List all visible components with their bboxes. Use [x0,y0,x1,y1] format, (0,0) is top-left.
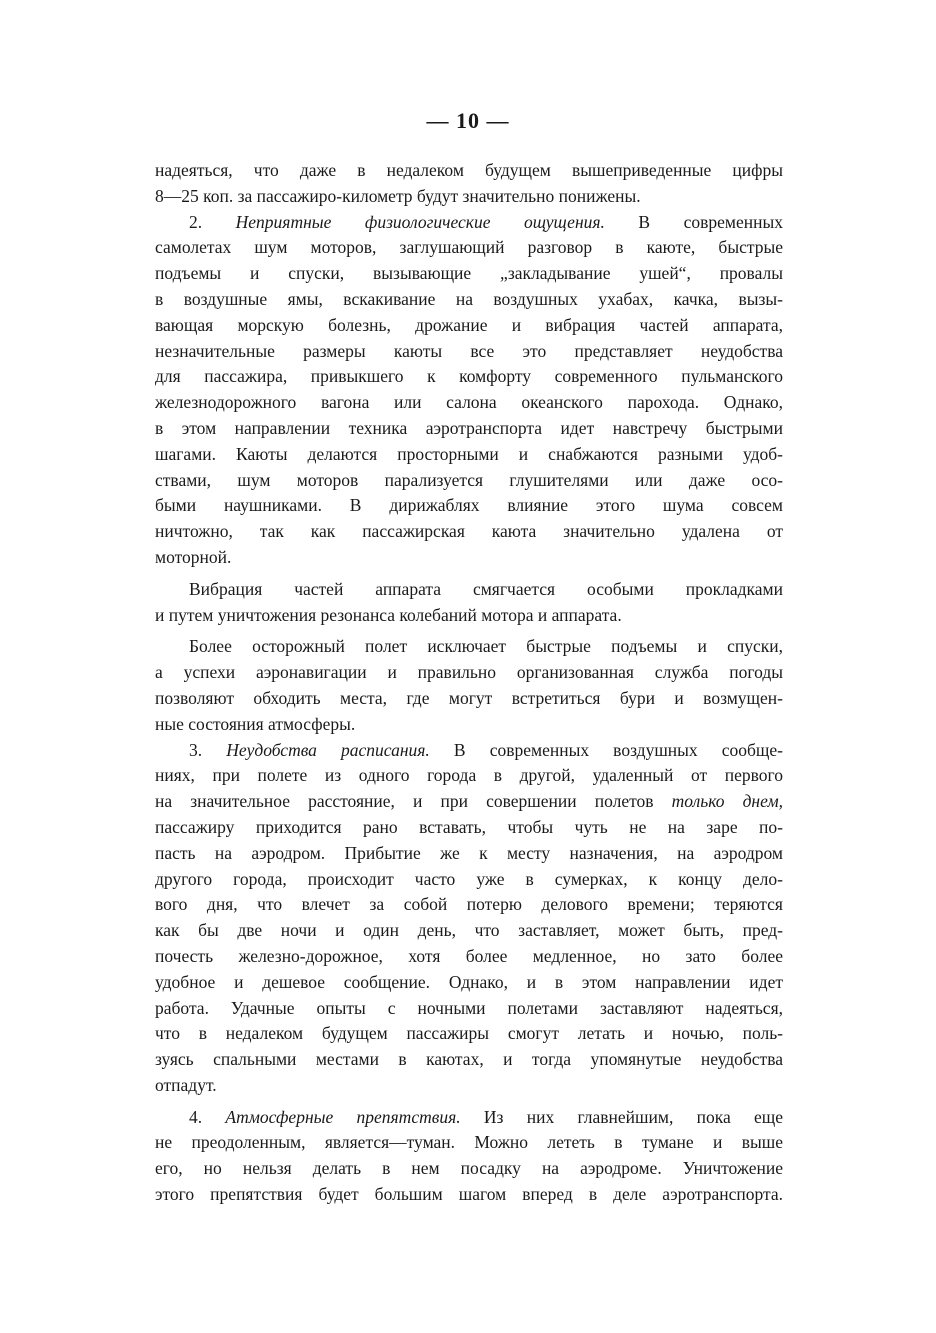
text-line: 8—25 коп. за пассажиро-километр будут значительно понижены. [155,185,641,206]
text-line: моторной. [155,546,232,567]
section-number: 4. [189,1106,203,1127]
section-title: Атмосферные препятствия. [225,1106,461,1127]
text-fragment: на значительное расстояние, и при совершении полетов [155,791,672,812]
text-line: зуясь спальными местами в каютах, и тогда упомянутые неудобства [155,1049,783,1070]
text-line: ствами, шум моторов парализуется глушителями или даже осо- [155,469,783,490]
text-line: в этом направлении техника аэротранспорта идет навстречу быстрыми [155,417,783,438]
text-line: отпадут. [155,1074,217,1095]
text-line: и путем уничтожения резонанса колебаний мотора и аппарата. [155,604,622,625]
text-line: ниях, при полете из одного города в другой, удаленный от первого [155,765,783,786]
text-line: ничтожно, так как пассажирская каюта значительно удалена от [155,521,783,542]
text-line: подъемы и спуски, вызывающие „закладывание ушей“, провалы [155,263,783,284]
text-line: железнодорожного вагона или салона океанского парохода. Однако, [155,392,783,413]
page-number: — 10 — [426,108,510,133]
text-fragment: В современных [638,211,783,232]
text-line: этого препятствия будет большим шагом вперед в деле аэротранспорта. [155,1184,783,1205]
text-line: другого города, происходит часто уже в сумерках, к концу дело- [155,868,783,889]
section-number: 3. [189,739,203,760]
section-heading-line [155,738,783,764]
text-line: Более осторожный полет исключает быстрые подъемы и спуски, [189,636,783,657]
text-line: в воздушные ямы, вскакивание на воздушных ухабах, качка, вызы- [155,288,783,309]
section-title: Неприятные физиологические ощущения. [235,211,605,232]
text-line: вающая морскую болезнь, дрожание и вибрация частей аппарата, [155,314,783,335]
text-line: а успехи аэронавигации и правильно организованная служба погоды [155,662,783,683]
text-line: что в недалеком будущем пассажиры смогут летать и ночью, поль- [155,1023,783,1044]
text-line: самолетах шум моторов, заглушающий разговор в каюте, быстрые [155,237,783,258]
text-fragment: В современных воздушных сообще- [453,739,783,760]
section-title: Неудобства расписания. [226,739,430,760]
text-fragment: Из них главнейшим, пока еще [483,1106,783,1127]
text-line: вого дня, что влечет за собой потерю делового времени; теряются [155,894,783,915]
emphasis-text: только днем, [671,791,783,812]
text-line: почесть железно-дорожное, хотя более медленное, но зато более [155,945,783,966]
text-line: быми наушниками. В дирижаблях влияние этого шума совсем [155,495,783,516]
section-number: 2. [189,211,203,232]
text-line: как бы две ночи и один день, что заставляет, может быть, пред- [155,920,783,941]
section-heading-line [155,1105,783,1131]
text-line: ные состояния атмосферы. [155,713,356,734]
text-line: для пассажира, привыкшего к комфорту современного пульманского [155,366,783,387]
text-line: работа. Удачные опыты с ночными полетами заставляют надеяться, [155,997,783,1018]
text-line: не преодоленным, является—туман. Можно лететь в тумане и выше [155,1132,783,1153]
text-line: шагами. Каюты делаются просторными и снабжаются разными удоб- [155,443,783,464]
section-heading-line [155,210,783,236]
text-line: удобное и дешевое сообщение. Однако, и в этом направлении идет [155,971,783,992]
text-line: пасть на аэродром. Прибытие же к месту назначения, на аэродром [155,842,783,863]
text-line: надеяться, что даже в недалеком будущем вышеприведенные цифры [155,160,783,180]
text-line: пассажиру приходится рано вставать, чтобы чуть не на заре по- [155,816,783,837]
text-line: позволяют обходить места, где могут встретиться бури и возмущен- [155,687,783,708]
text-line [155,789,783,815]
text-line: Вибрация частей аппарата смягчается особыми прокладками [189,578,783,599]
text-line: его, но нельзя делать в нем посадку на аэродроме. Уничтожение [155,1158,783,1179]
body-text [155,158,783,1208]
text-line: незначительные размеры каюты все это представляет неудобства [155,340,783,361]
